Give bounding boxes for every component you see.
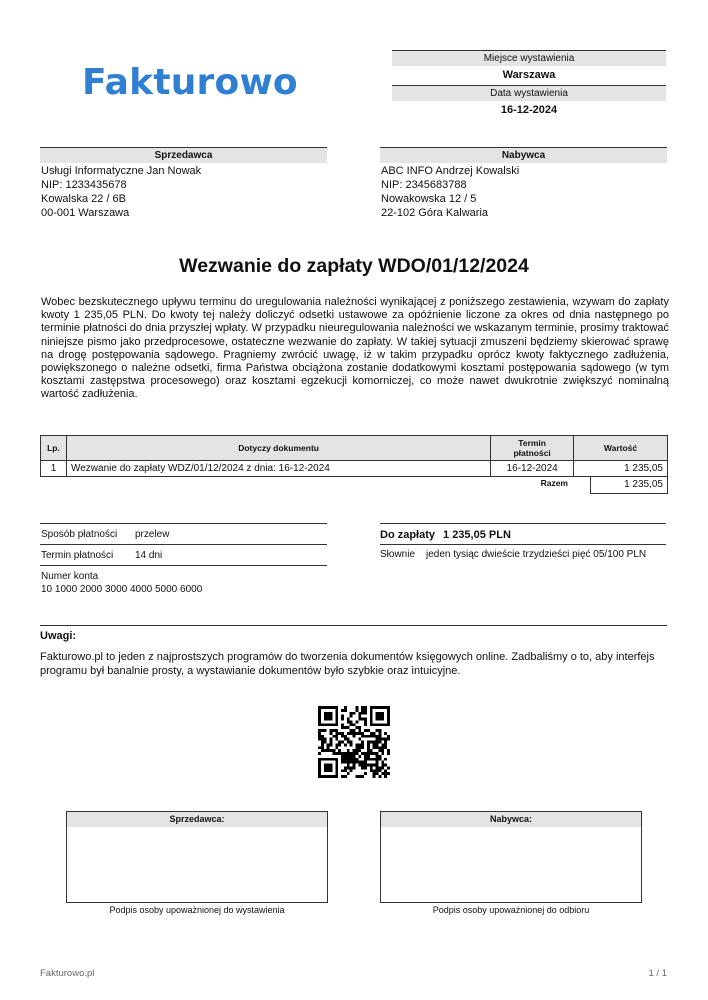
payment-block bbox=[40, 523, 327, 596]
col-term bbox=[491, 436, 574, 461]
footer-brand: Fakturowo.pl bbox=[40, 968, 95, 979]
notes-heading: Uwagi: bbox=[40, 630, 77, 642]
seller-signature-box bbox=[66, 811, 328, 903]
page-number: 1 / 1 bbox=[648, 968, 667, 979]
row-term: 16-12-2024 bbox=[491, 461, 574, 477]
amount-due-block bbox=[380, 523, 666, 561]
total-value: 1 235,05 bbox=[590, 476, 668, 494]
qr-code-icon bbox=[318, 706, 390, 778]
account-label: Numer konta bbox=[41, 571, 99, 582]
items-header-row bbox=[41, 436, 668, 461]
seller-block bbox=[40, 147, 327, 220]
payment-term-label: Termin płatności bbox=[41, 550, 114, 561]
payment-method-label: Sposób płatności bbox=[41, 529, 118, 540]
col-value: Wartość bbox=[574, 436, 668, 461]
items-table bbox=[40, 435, 668, 477]
row-document: Wezwanie do zapłaty WDZ/01/12/2024 z dnia: 16-12-2024 bbox=[66, 461, 490, 477]
buyer-nip: NIP: 2345683788 bbox=[381, 179, 467, 191]
seller-nip: NIP: 1233435678 bbox=[41, 179, 127, 191]
issue-date-label: Data wystawienia bbox=[392, 85, 666, 101]
amount-words-row bbox=[380, 545, 666, 561]
seller-street: Kowalska 22 / 6B bbox=[41, 193, 126, 205]
issue-place-value: Warszawa bbox=[502, 69, 556, 81]
amount-due-value: 1 235,05 PLN bbox=[443, 529, 511, 541]
notes-section bbox=[40, 625, 667, 678]
amount-due-label: Do zapłaty bbox=[380, 529, 436, 541]
buyer-city: 22-102 Góra Kalwaria bbox=[381, 207, 489, 219]
notes-body: Fakturowo.pl to jeden z najprostszych programów do tworzenia dokumentów księgowych online. Zadbaliśmy o to, aby interfejs programu był banalnie prosty, a wystawianie dokumentów było szybkie oraz intuicyjne. bbox=[40, 651, 655, 677]
account-value: 10 1000 2000 3000 4000 5000 6000 bbox=[41, 584, 203, 595]
buyer-signature bbox=[380, 811, 642, 915]
document-title: Wezwanie do zapłaty WDO/01/12/2024 bbox=[179, 255, 529, 277]
seller-signature-heading: Sprzedawca: bbox=[67, 812, 327, 827]
seller-signature-caption: Podpis osoby upoważnionej do wystawienia bbox=[109, 905, 285, 915]
col-term-line2: płatności bbox=[513, 448, 551, 458]
issue-date-value: 16-12-2024 bbox=[500, 104, 558, 116]
amount-words-value: jeden tysiąc dwieście trzydzieści pięć 05/100 PLN bbox=[426, 549, 647, 560]
col-lp: Lp. bbox=[41, 436, 67, 461]
payment-method-row bbox=[40, 523, 327, 544]
buyer-heading: Nabywca bbox=[380, 147, 667, 163]
buyer-signature-heading: Nabywca: bbox=[381, 812, 641, 827]
col-term-line1: Termin bbox=[518, 438, 546, 448]
seller-city: 00-001 Warszawa bbox=[41, 207, 130, 219]
issue-meta bbox=[392, 50, 666, 120]
issue-place-label: Miejsce wystawienia bbox=[392, 50, 666, 66]
buyer-block bbox=[380, 147, 667, 220]
row-lp: 1 bbox=[41, 461, 67, 477]
buyer-signature-caption: Podpis osoby upoważnionej do odbioru bbox=[432, 905, 590, 915]
seller-name: Usługi Informatyczne Jan Nowak bbox=[41, 165, 202, 177]
col-document: Dotyczy dokumentu bbox=[66, 436, 490, 461]
total-label: Razem bbox=[540, 478, 568, 488]
seller-heading: Sprzedawca bbox=[40, 147, 327, 163]
company-logo: Fakturowo bbox=[82, 62, 298, 103]
seller-signature bbox=[66, 811, 328, 915]
buyer-name: ABC INFO Andrzej Kowalski bbox=[381, 165, 520, 177]
amount-due-row bbox=[380, 523, 666, 545]
row-value: 1 235,05 bbox=[574, 461, 668, 477]
payment-term-value: 14 dni bbox=[135, 550, 163, 561]
document-intro: Wobec bezskutecznego upływu terminu do uregulowania należności wynikającej z poniższego zestawienia, wzywam do zapłaty kwoty 1 235,05 PLN. Do kwoty tej należy doliczyć odsetki ustawowe za opóźnienie liczone za okres od dnia następnego po terminie płatności do dnia przyszłej wpłaty. W przypadku nieuregulowania należności we wskazanym terminie, prosimy traktować niniejsze pismo jako przedprocesowe, ostateczne wezwanie do zapłaty. W takiej sytuacji zmuszeni będziemy skierować sprawę na drogę postępowania sądowego. Pragniemy zwrócić uwagę, iż w takim przypadku oprócz kwoty faktycznego zadłużenia, powiększonego o należne odsetki, firma Państwa obciążona zostanie dodatkowymi kosztami postępowania sądowego (w tym kosztami zastępstwa procesowego) oraz kosztami egzekucji komorniczej, co może nawet dwukrotnie zwiększyć nominalną wartość zadłużenia. bbox=[41, 296, 669, 401]
table-row bbox=[41, 461, 668, 477]
buyer-signature-box bbox=[380, 811, 642, 903]
buyer-street: Nowakowska 12 / 5 bbox=[381, 193, 477, 205]
payment-method-value: przelew bbox=[135, 529, 170, 540]
payment-term-row bbox=[40, 544, 327, 565]
amount-words-label: Słownie bbox=[380, 549, 416, 560]
account-row bbox=[40, 565, 327, 596]
